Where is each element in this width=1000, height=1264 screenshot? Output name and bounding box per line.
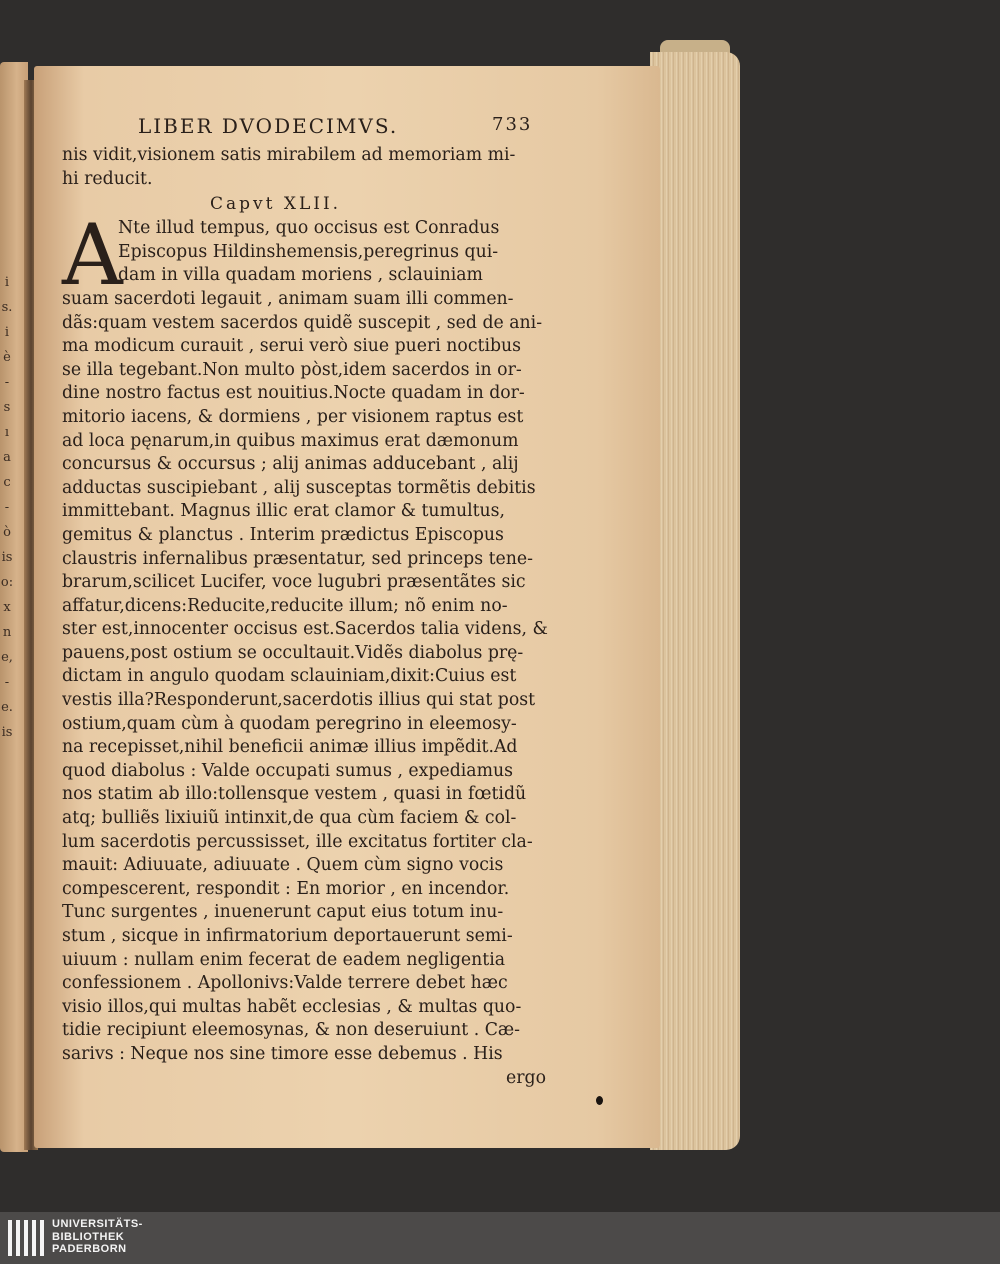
margin-fragment: - [4,500,10,515]
logo-line: BIBLIOTHEK [52,1230,125,1243]
text-line: mitorio iacens, & dormiens , per visionem raptus est [62,406,524,427]
text-line: adductas suscipiebant , alij susceptas tormẽtis debitis [62,477,536,498]
text-line: lum sacerdotis percussisset, ille excitatus fortiter cla- [62,831,533,852]
text-line: confessionem . Apollonivs:Valde terrere debet hæc [62,973,508,994]
chapter-heading: Capvt XLII. [210,194,342,215]
text-line: gemitus & planctus . Interim prædictus Episcopus [62,524,504,545]
page-text-block [62,114,550,1090]
library-logo-icon [8,1220,44,1256]
text-line: ad loca pęnarum,in quibus maximus erat dæmonum [62,430,519,451]
body-lines [62,288,550,1067]
page-number: 733 [492,114,533,135]
margin-fragment: is [1,550,13,565]
running-title: LIBER DVODECIMVS. [138,114,399,138]
text-line: quod diabolus : Valde occupati sumus , expediamus [62,760,513,781]
text-line: ostium,quam cùm à quodam peregrino in eleemosy- [62,713,517,734]
drop-cap-initial: A [62,206,123,305]
facing-page-margin-fragments [0,270,14,745]
margin-fragment: o: [0,575,14,590]
margin-fragment: s [3,400,11,415]
margin-fragment: e, [1,650,13,665]
text-line: ster est,innocenter occisus est.Sacerdos talia videns, & [62,619,548,640]
text-line: Tunc surgentes , inuenerunt caput eius totum inu- [62,902,504,923]
library-logo-text [52,1218,143,1256]
margin-fragment: è [3,350,11,365]
text-line: mauit: Adiuuate, adiuuate . Quem cùm signo vocis [62,855,504,876]
text-line: nos statim ab illo:tollensque vestem , quasi in fœtidũ [62,784,527,805]
margin-fragment: i [4,325,10,340]
text-line: compescerent, respondit : En morior , en incendor. [62,878,510,899]
text-line: na recepisset,nihil beneficii animæ illius impẽdit.Ad [62,737,518,758]
top-lines [62,144,550,191]
page-stack-edge [650,52,740,1150]
text-line: dictam in angulo quodam sclauiniam,dixit:Cuius est [62,666,517,687]
text-line: atq; bulliẽs lixiuiũ intinxit,de qua cùm faciem & col- [62,808,517,829]
margin-fragment: - [4,675,10,690]
margin-fragment: i [4,275,10,290]
text-line: affatur,dicens:Reducite,reducite illum; nõ enim no- [62,595,508,616]
catchword: ergo [506,1067,546,1088]
footer-bar [0,1212,1000,1264]
running-header [62,114,550,144]
margin-fragment: - [4,375,10,390]
margin-fragment: e. [1,700,13,715]
text-line: stum , sicque in infirmatorium deportauerunt semi- [62,926,513,946]
text-line: ma modicum curauit , serui verò siue pueri noctibus [62,336,522,357]
margin-fragment: n [2,625,12,640]
text-line: brarum,scilicet Lucifer, voce lugubri præsentãtes sic [62,572,526,593]
margin-fragment: is [1,725,13,740]
logo-line: UNIVERSITÄTS- [52,1218,143,1230]
text-line: claustris infernalibus præsentatur, sed princeps tene- [62,548,533,569]
text-line: sarivs : Neque nos sine timore esse debemus . His [62,1043,503,1064]
margin-fragment: a [3,450,11,465]
text-line: dam in villa quadam moriens , sclauiniam [118,265,483,286]
text-line: vestis illa?Responderunt,sacerdotis illius qui stat post [62,690,536,711]
text-line: Nte illud tempus, quo occisus est Conradus [118,218,500,239]
text-line: nis vidit,visionem satis mirabilem ad memoriam mi- [62,145,516,165]
text-line: concursus & occursus ; alij animas adducebant , alij [62,454,519,475]
margin-fragment: ò [3,525,11,540]
text-line: suam sacerdoti legauit , animam suam illi commen- [62,288,514,309]
initial-lines [62,217,550,288]
margin-fragment: x [3,600,11,615]
text-line: hi reducit. [62,168,153,189]
margin-fragment: c [3,475,11,490]
margin-fragment: ı [4,425,10,440]
text-line: dãs:quam vestem sacerdos quidẽ suscepit , sed de ani- [62,312,543,333]
text-line: se illa tegebant.Non multo pòst,idem sacerdos in or- [62,359,522,380]
text-line: dine nostro factus est nouitius.Nocte quadam in dor- [62,383,525,404]
margin-fragment: s. [1,300,13,315]
text-line: visio illos,qui multas habẽt ecclesias , & multas quo- [62,996,522,1017]
text-line: pauens,post ostium se occultauit.Vidẽs diabolus prę- [62,642,524,663]
logo-line: PADERBORN [52,1243,127,1255]
text-line: tidie recipiunt eleemosynas, & non deseruiunt . Cæ- [62,1020,521,1041]
text-line: uiuum : nullam enim fecerat de eadem negligentia [62,949,506,970]
text-line: immittebant. Magnus illic erat clamor & tumultus, [62,501,506,522]
text-line: Episcopus Hildinshemensis,peregrinus qui- [118,241,499,262]
ink-spot [596,1096,603,1105]
